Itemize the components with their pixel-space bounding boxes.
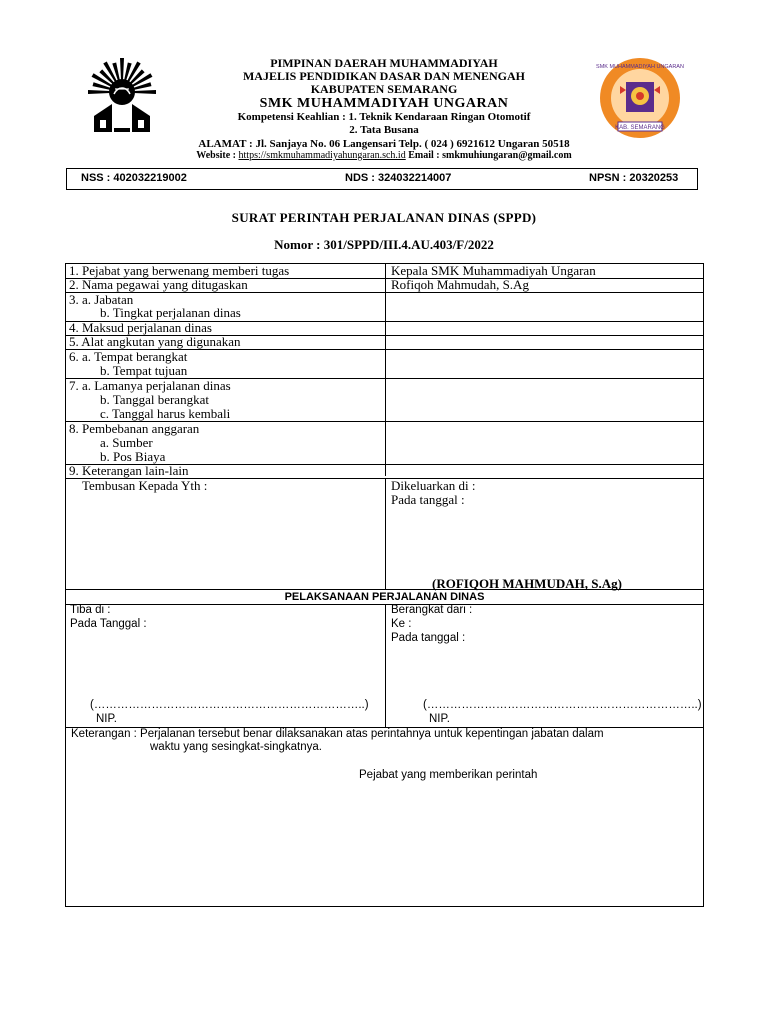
nip-right: NIP. — [429, 713, 450, 725]
header-school-name: SMK MUHAMMADIYAH UNGARAN — [259, 96, 509, 111]
nss-value: NSS : 402032219002 — [81, 172, 187, 184]
tiba-di-label: Tiba di : — [70, 604, 111, 616]
nip-left: NIP. — [96, 713, 117, 725]
signature-line-left: (……………………………………………………………..) — [90, 699, 369, 711]
pada-tanggal-label: Pada tanggal : — [391, 492, 465, 507]
row-8a-label: a. Sumber — [100, 435, 153, 450]
keterangan-line2: waktu yang sesingkat-singkatnya. — [150, 741, 322, 753]
header-org-line3: KABUPATEN SEMARANG — [310, 82, 458, 96]
email-text: Email : smkmuhiungaran@gmail.com — [405, 150, 572, 161]
signer-name: (ROFIQOH MAHMUDAH, S.Ag) — [432, 576, 622, 591]
pada-tanggal-right-label: Pada tanggal : — [391, 632, 466, 644]
nds-value: NDS : 324032214007 — [345, 172, 452, 184]
berangkat-dari-label: Berangkat dari : — [391, 604, 473, 616]
row-3b-label: b. Tingkat perjalanan dinas — [100, 305, 241, 320]
row-1-value: Kepala SMK Muhammadiyah Ungaran — [391, 263, 596, 278]
header-website-email — [0, 150, 768, 161]
ke-label: Ke : — [391, 618, 412, 630]
document-number: Nomor : 301/SPPD/III.4.AU.403/F/2022 — [274, 237, 494, 252]
emblem-top-text: SMK MUHAMMADIYAH UNGARAN — [596, 64, 684, 70]
row-6b-label: b. Tempat tujuan — [100, 363, 188, 378]
keterangan-line1: Keterangan : Perjalanan tersebut benar dilaksanakan atas perintahnya untuk kepentingan jabatan dalam — [71, 728, 604, 740]
signature-line-right: (……………………………………………………………..) — [423, 699, 702, 711]
document-title: SURAT PERINTAH PERJALANAN DINAS (SPPD) — [231, 210, 537, 225]
pelaksanaan-divider — [385, 605, 386, 727]
dikeluarkan-label: Dikeluarkan di : — [391, 478, 476, 493]
pada-tanggal-left-label: Pada Tanggal : — [70, 618, 147, 630]
pelaksanaan-heading: PELAKSANAAN PERJALANAN DINAS — [66, 590, 703, 605]
row-7a-label: 7. a. Lamanya perjalanan dinas — [69, 378, 231, 393]
emblem-bottom-text: KAB. SEMARANG — [615, 125, 665, 131]
npsn-value: NPSN : 20320253 — [589, 172, 679, 184]
pelaksanaan-section — [65, 590, 704, 728]
website-label: Website : — [196, 150, 239, 161]
row-7c-label: c. Tanggal harus kembali — [100, 406, 231, 421]
row-7b-label: b. Tanggal berangkat — [100, 392, 209, 407]
website-link[interactable]: https://smkmuhammadiyahungaran.sch.id — [238, 150, 406, 161]
tembusan-label: Tembusan Kepada Yth : — [82, 478, 208, 493]
header-kompetensi2: 2. Tata Busana — [349, 124, 419, 136]
school-id-box — [66, 168, 698, 190]
row-2-label: 2. Nama pegawai yang ditugaskan — [69, 277, 248, 292]
row-2-value: Rofiqoh Mahmudah, S.Ag — [391, 277, 529, 292]
column-divider — [385, 264, 386, 476]
row-8b-label: b. Pos Biaya — [100, 449, 166, 464]
header-org-line2: MAJELIS PENDIDIKAN DASAR DAN MENENGAH — [242, 69, 526, 83]
row-1-label: 1. Pejabat yang berwenang memberi tugas — [69, 263, 290, 278]
header-org-line1: PIMPINAN DAERAH MUHAMMADIYAH — [270, 56, 498, 70]
header-address: ALAMAT : Jl. Sanjaya No. 06 Langensari Telp. ( 024 ) 6921612 Ungaran 50518 — [198, 138, 570, 150]
row-4-label: 4. Maksud perjalanan dinas — [69, 320, 212, 335]
header-kompetensi1: Kompetensi Keahlian : 1. Teknik Kendaraan Ringan Otomotif — [237, 111, 531, 123]
row-8-label: 8. Pembebanan anggaran — [69, 421, 200, 436]
row-6a-label: 6. a. Tempat berangkat — [69, 349, 188, 364]
row-3a-label: 3. a. Jabatan — [69, 292, 134, 307]
row-9-label: 9. Keterangan lain-lain — [69, 463, 189, 478]
sppd-table — [65, 263, 704, 590]
keterangan-section — [65, 727, 704, 907]
pejabat-label: Pejabat yang memberikan perintah — [359, 769, 538, 781]
row-5-label: 5. Alat angkutan yang digunakan — [69, 334, 241, 349]
